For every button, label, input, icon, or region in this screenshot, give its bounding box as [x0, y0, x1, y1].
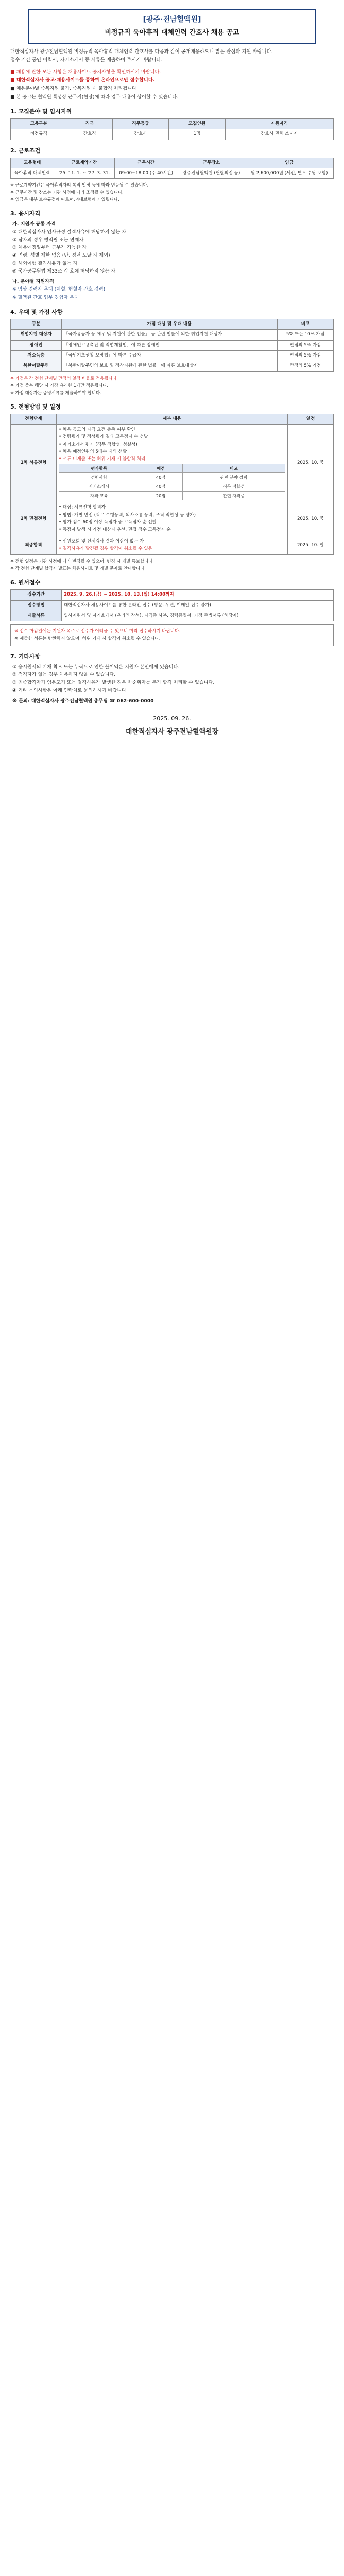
table-row — [11, 168, 334, 179]
step-date: 2025. 10. 중 — [288, 424, 334, 502]
notice-item: ■ 본 공고는 혈액원 특성상 근무지(현장)에 따라 업무 내용이 상이할 수 있습니다. — [10, 94, 179, 100]
table-cell: 「북한이탈주민의 보호 및 정착지원에 관한 법률」에 따른 보호대상자 — [62, 361, 278, 371]
table-header: 지원자격 — [225, 119, 333, 129]
conditions-notes — [10, 182, 334, 203]
misc-item: ① 응시원서의 기재 착오 또는 누락으로 인한 불이익은 지원자 본인에게 있습니다. — [12, 664, 180, 670]
eligibility-item: ⑤ 해외여행 결격사유가 없는 자 — [12, 260, 78, 266]
eligibility-item: ※ 임상 경력자 우대 (채혈, 헌혈자 간호 경력) — [12, 286, 106, 293]
table-cell: 직무 적합성 — [182, 482, 285, 491]
step-line: • 동점자 발생 시 가점 대상자 우선, 면접 점수 고득점자 순 — [59, 527, 171, 533]
table-header: 전형단계 — [11, 414, 57, 424]
table-cell: 자기소개서 — [59, 482, 139, 491]
eligibility-item: ※ 혈액원 간호 업무 경험자 우대 — [12, 294, 79, 300]
table-cell: 간호사 — [112, 129, 169, 140]
table-cell: 저소득층 — [11, 350, 62, 361]
table-header: 직군 — [67, 119, 112, 129]
note-item: ※ 가점 대상자는 증빙서류를 제출하여야 합니다. — [10, 389, 101, 395]
bonus-notes — [10, 375, 334, 396]
step-line: • 정량평가 및 정성평가 결과 고득점자 순 선발 — [59, 434, 148, 440]
note-item: ※ 임금은 내부 보수규정에 따르며, 4대보험에 가입됩니다. — [10, 197, 119, 202]
step-line: • 신원조회 및 신체검사 결과 이상이 없는 자 — [59, 538, 144, 544]
table-row — [11, 590, 334, 600]
section-title: 4. 우대 및 가점 사항 — [10, 308, 63, 315]
misc-list — [12, 664, 332, 705]
table-cell: 경력사항 — [59, 473, 139, 482]
table-cell: 「국민기초생활 보장법」에 따른 수급자 — [62, 350, 278, 361]
table-header: 평가항목 — [59, 464, 139, 473]
conditions-table — [10, 158, 334, 179]
table-header: 직무등급 — [112, 119, 169, 129]
table-row — [59, 482, 285, 491]
table-header: 접수방법 — [11, 600, 62, 611]
intro-line: 접수 기간 동안 이력서, 자기소개서 등 서류를 제출하여 주시기 바랍니다. — [10, 57, 163, 63]
table-cell: 육아휴직 대체인력 — [11, 168, 54, 179]
table-header: 접수기간 — [11, 590, 62, 600]
subsection-title: 가. 지원자 공통 자격 — [12, 221, 56, 227]
notice-item: ■ 대한적십자사 공고·채용사이트를 통하여 온라인으로만 접수합니다. — [10, 77, 155, 83]
step-line: • 채용 공고의 자격 요건 충족 여부 확인 — [59, 427, 135, 432]
contact-info: ※ 문의: 대한적십자사 광주전남혈액원 총무팀 ☎ 062-600-0000 — [12, 698, 154, 704]
table-header: 제출서류 — [11, 611, 62, 621]
note-item: ※ 가점은 각 전형 단계별 만점의 일정 비율로 적용됩니다. — [10, 375, 118, 381]
recruit-table — [10, 118, 334, 140]
title-box — [28, 9, 316, 44]
table-cell: 월 2,600,000원 (세전, 별도 수당 포함) — [245, 168, 334, 179]
score-table — [59, 464, 285, 501]
table-header: 배점 — [139, 464, 183, 473]
table-cell: 자격·교육 — [59, 491, 139, 500]
table-row — [11, 361, 334, 371]
eligibility-general — [12, 221, 332, 301]
table-header: 가점 대상 및 우대 내용 — [62, 319, 278, 329]
page-title: 비정규직 육아휴직 대체인력 간호사 채용 공고 — [105, 28, 239, 37]
section-title: 3. 응시자격 — [10, 210, 41, 217]
note-item: ※ 접수 마감일에는 지원자 폭주로 접수가 어려울 수 있으니 미리 접수하시기 바랍니다. — [14, 629, 181, 634]
intro-line: 대한적십자사 광주전남혈액원 비정규직 육아휴직 대체인력 간호사를 다음과 같이 공개채용하오니 많은 관심과 지원 바랍니다. — [10, 48, 273, 55]
table-row — [11, 129, 334, 140]
table-cell: '25. 11. 1. ~ '27. 3. 31. — [54, 168, 114, 179]
step-date: 2025. 10. 말 — [288, 536, 334, 555]
step-detail — [57, 502, 288, 536]
step-name: 최종합격 — [11, 536, 57, 555]
table-cell: 40점 — [139, 473, 183, 482]
table-row — [11, 600, 334, 611]
bonus-table — [10, 319, 334, 372]
table-header: 비고 — [182, 464, 285, 473]
table-row — [11, 350, 334, 361]
table-row — [11, 536, 334, 555]
table-header: 모집인원 — [169, 119, 226, 129]
table-row — [11, 330, 334, 340]
table-row — [11, 424, 334, 502]
table-cell: 만점의 5% 가점 — [278, 350, 334, 361]
note-item: ※ 각 전형 단계별 합격자 발표는 채용사이트 및 개별 문자로 안내합니다. — [10, 566, 146, 571]
notice-list — [10, 69, 334, 101]
step-name: 1차 서류전형 — [11, 424, 57, 502]
section-title: 5. 전형방법 및 일정 — [10, 403, 61, 410]
table-row — [11, 340, 334, 350]
note-item: ※ 근로계약기간은 육아휴직자의 복직 일정 등에 따라 변동될 수 있습니다. — [10, 182, 149, 188]
table-header: 구분 — [11, 319, 62, 329]
table-cell: 「장애인고용촉진 및 직업재활법」에 따른 장애인 — [62, 340, 278, 350]
notice-item: ■ 채용분야별 중복지원 불가, 중복지원 시 불합격 처리됩니다. — [10, 86, 138, 92]
process-table — [10, 414, 334, 555]
step-line: • 방법: 개별 면접 (직무 수행능력, 의사소통 능력, 조직 적합성 등 평가) — [59, 512, 196, 518]
section-title: 7. 기타사항 — [10, 653, 41, 660]
table-cell: 2025. 9. 26.(금) ~ 2025. 10. 13.(월) 14:00까지 — [62, 590, 334, 600]
table-row — [11, 611, 334, 621]
table-header: 임금 — [245, 158, 334, 168]
application-table — [10, 589, 334, 621]
note-item: ※ 근무시간 및 장소는 기관 사정에 따라 조정될 수 있습니다. — [10, 190, 124, 195]
step-line: • 채용 예정인원의 5배수 내외 선발 — [59, 449, 127, 454]
step-detail — [57, 424, 288, 502]
org-name: [광주·전남혈액원] — [143, 15, 201, 24]
table-row — [59, 473, 285, 482]
eligibility-item: ① 대한적십자사 인사규정 결격사유에 해당하지 않는 자 — [12, 229, 127, 235]
note-item: ※ 제출한 서류는 반환하지 않으며, 허위 기재 시 합격이 취소될 수 있습니다. — [14, 636, 161, 641]
table-cell: 40점 — [139, 482, 183, 491]
misc-item: ③ 최종합격자가 임용포기 또는 결격사유가 발생한 경우 차순위자를 추가 합격 처리할 수 있습니다. — [12, 680, 215, 686]
table-cell: 09:00~18:00 (주 40시간) — [114, 168, 178, 179]
table-row — [11, 502, 334, 536]
posting-date: 2025. 09. 26. — [153, 715, 191, 722]
table-cell: 간호사 면허 소지자 — [225, 129, 333, 140]
table-row — [59, 491, 285, 500]
table-cell: 간호직 — [67, 129, 112, 140]
application-notes — [10, 624, 334, 646]
section-title: 6. 원서접수 — [10, 579, 41, 586]
eligibility-item: ⑥ 국가공무원법 제33조 각 호에 해당하지 않는 자 — [12, 268, 116, 274]
misc-item: ② 적격자가 없는 경우 채용하지 않을 수 있습니다. — [12, 672, 116, 678]
eligibility-item: ② 남자의 경우 병역필 또는 면제자 — [12, 236, 84, 243]
step-line: • 서류 미제출 또는 허위 기재 시 불합격 처리 — [59, 456, 146, 462]
step-date: 2025. 10. 중 — [288, 502, 334, 536]
step-line: • 결격사유가 발견될 경우 합격이 취소될 수 있음 — [59, 546, 152, 551]
intro — [10, 48, 334, 64]
section-title: 2. 근로조건 — [10, 147, 41, 154]
table-cell: 장애인 — [11, 340, 62, 350]
table-cell: 대한적십자사 채용사이트를 통한 온라인 접수 (방문, 우편, 이메일 접수 불가) — [62, 600, 334, 611]
table-cell: 관련 자격증 — [182, 491, 285, 500]
table-header: 일정 — [288, 414, 334, 424]
job-posting-page — [7, 0, 337, 748]
eligibility-item: ③ 채용예정일부터 근무가 가능한 자 — [12, 245, 87, 251]
section-title: 1. 모집분야 및 임시지위 — [10, 108, 72, 115]
step-line: • 자기소개서 평가 (직무 적합성, 성실성) — [59, 442, 137, 447]
table-header: 고용형태 — [11, 158, 54, 168]
eligibility-item: ④ 연령, 성별 제한 없음 (단, 정년 도달 자 제외) — [12, 252, 110, 259]
step-detail — [57, 536, 288, 555]
table-cell: 5% 또는 10% 가점 — [278, 330, 334, 340]
subsection-title: 나. 분야별 지원자격 — [12, 279, 54, 285]
table-cell: 관련 분야 경력 — [182, 473, 285, 482]
table-cell: 북한이탈주민 — [11, 361, 62, 371]
notice-item: ■ 채용에 관한 모든 사항은 채용사이트 공지사항을 확인하시기 바랍니다. — [10, 69, 161, 75]
step-line: • 평가 점수 60점 이상 득점자 중 고득점자 순 선발 — [59, 519, 157, 525]
step-name: 2차 면접전형 — [11, 502, 57, 536]
signer: 대한적십자사 광주전남혈액원장 — [125, 728, 219, 736]
note-item: ※ 전형 일정은 기관 사정에 따라 변경될 수 있으며, 변경 시 개별 통보합니다. — [10, 558, 154, 564]
table-cell: 비정규직 — [11, 129, 67, 140]
table-cell: 1명 — [169, 129, 226, 140]
table-cell: 입사지원서 및 자기소개서 (온라인 작성), 자격증 사본, 경력증명서, 가점 증빙서류 (해당자) — [62, 611, 334, 621]
table-cell: 만점의 5% 가점 — [278, 361, 334, 371]
table-cell: 광주전남혈액원 (헌혈의집 등) — [178, 168, 245, 179]
table-cell: 만점의 5% 가점 — [278, 340, 334, 350]
process-notes — [10, 558, 334, 572]
table-header: 고용구분 — [11, 119, 67, 129]
table-header: 근무시간 — [114, 158, 178, 168]
table-cell: 20점 — [139, 491, 183, 500]
misc-item: ④ 기타 문의사항은 아래 연락처로 문의하시기 바랍니다. — [12, 687, 128, 693]
table-header: 세부 내용 — [57, 414, 288, 424]
step-line: • 대상: 서류전형 합격자 — [59, 505, 106, 511]
table-cell: 「국가유공자 등 예우 및 지원에 관한 법률」 등 관련 법률에 의한 취업지원 대상자 — [62, 330, 278, 340]
table-header: 근무장소 — [178, 158, 245, 168]
note-item: ※ 가점 중복 해당 시 가장 유리한 1개만 적용됩니다. — [10, 382, 109, 388]
table-header: 근로계약기간 — [54, 158, 114, 168]
table-cell: 취업지원 대상자 — [11, 330, 62, 340]
table-header: 비고 — [278, 319, 334, 329]
